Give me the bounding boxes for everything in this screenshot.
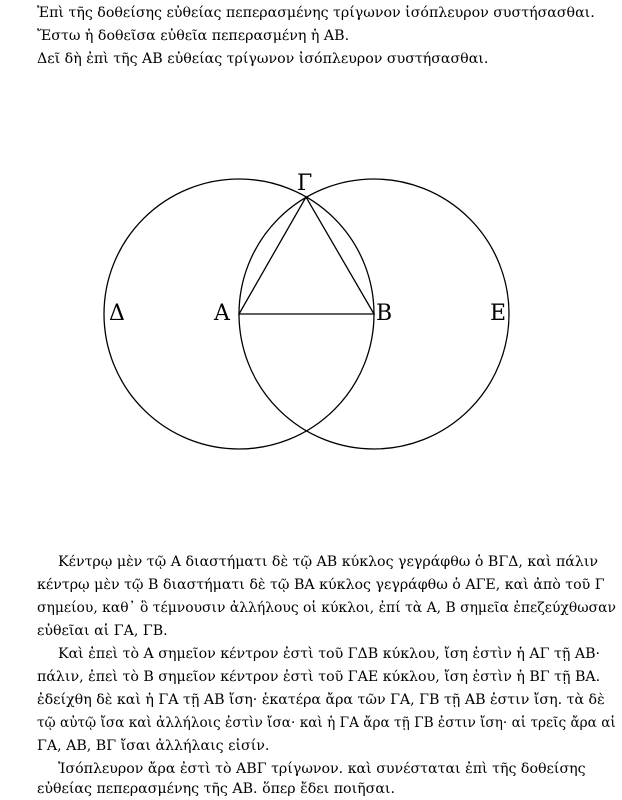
proof-line-9: ΓΑ, ΑΒ, ΒΓ ἴσαι ἀλλήλαις εἰσίν. — [37, 738, 270, 754]
label-delta: Δ — [109, 301, 125, 326]
proof-line-8: τῷ αὐτῷ ἴσα καὶ ἀλλήλοις ἐστὶν ἴσα· καὶ ἡ ΓΑ ἄρα τῇ ΓΒ ἐστιν ἴση· αἱ τρεῖς ἄρα αἱ — [37, 715, 616, 731]
proof-line-4: εὐθεῖαι αἱ ΓΑ, ΓΒ. — [37, 623, 168, 639]
label-epsilon: Ε — [490, 301, 507, 326]
proof-line-10: Ἰσόπλευρον ἄρα ἐστὶ τὸ ΑΒΓ τρίγωνον. καὶ συνέσταται ἐπὶ τῆς δοθείσης — [58, 761, 586, 777]
label-gamma: Γ — [297, 171, 313, 196]
proposition-line-2: Ἔστω ἡ δοθεῖσα εὐθεῖα πεπερασμένη ἡ ΑΒ. — [37, 28, 350, 44]
proof-line-11: εὐθείας πεπερασμένης τῆς ΑΒ. ὅπερ ἔδει ποιῆσαι. — [37, 781, 395, 797]
proof-line-6: πάλιν, ἐπεὶ τὸ Β σημεῖον κέντρον ἐστὶ τοῦ ΓΑΕ κύκλου, ἴση ἐστὶν ἡ ΒΓ τῇ ΒΑ. — [37, 669, 601, 685]
triangle-abg — [239, 197, 374, 314]
proof-line-5: Καὶ ἐπεὶ τὸ Α σημεῖον κέντρον ἐστὶ τοῦ ΓΔΒ κύκλου, ἴση ἐστὶν ἡ ΑΓ τῇ ΑΒ· — [58, 646, 601, 662]
proposition-line-3: Δεῖ δὴ ἐπὶ τῆς ΑΒ εὐθείας τρίγωνον ἰσόπλευρον συστήσασθαι. — [37, 51, 489, 67]
proof-line-2: κέντρῳ μὲν τῷ Β διαστήματι δὲ τῷ ΒΑ κύκλος γεγράφθω ὁ ΑΓΕ, καὶ ἀπὸ τοῦ Γ — [37, 577, 605, 593]
proof-line-1: Κέντρῳ μὲν τῷ Α διαστήματι δὲ τῷ ΑΒ κύκλος γεγράφθω ὁ ΒΓΔ, καὶ πάλιν — [58, 554, 599, 570]
proof-line-3: σημείου, καθ᾽ ὃ τέμνουσιν ἀλλήλους οἱ κύκλοι, ἐπί τὰ Α, Β σημεῖα ἐπεζεύχθωσαν — [37, 600, 616, 616]
proposition-line-1: Ἐπὶ τῆς δοθείσης εὐθείας πεπερασμένης τρίγωνον ἰσόπλευρον συστήσασθαι. — [37, 5, 595, 21]
label-beta: Β — [376, 301, 393, 326]
proof-line-7: ἐδείχθη δὲ καὶ ἡ ΓΑ τῇ ΑΒ ἴση· ἑκατέρα ἄρα τῶν ΓΑ, ΓΒ τῇ ΑΒ ἐστιν ἴση. τὰ δὲ — [37, 692, 605, 708]
label-alpha: Α — [214, 301, 230, 326]
